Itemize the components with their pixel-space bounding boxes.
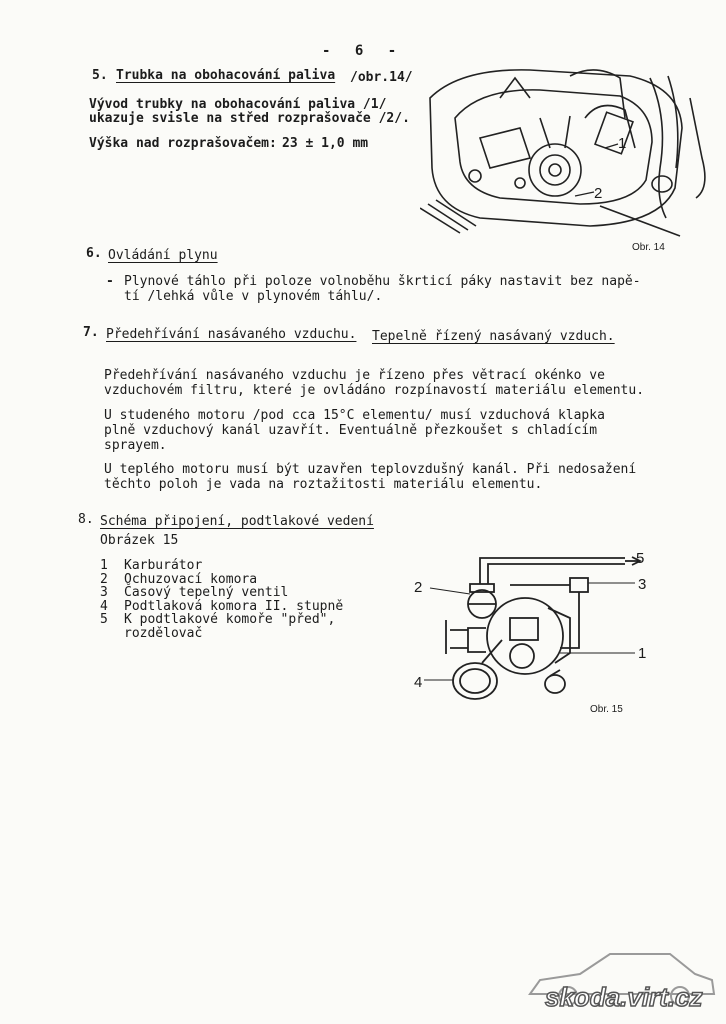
- figure15-label-4: 4: [414, 674, 423, 691]
- section7-p2-line3: sprayem.: [104, 438, 167, 453]
- section6-line2: tí /lehká vůle v plynovém táhlu/.: [124, 289, 383, 304]
- section5-line2: ukazuje svisle na střed rozprašovače /2/.: [89, 111, 410, 126]
- figure14-label-1: 1: [618, 135, 627, 152]
- section6-number: 6.: [86, 246, 102, 261]
- section5-height-label: Výška nad rozprašovačem:: [89, 136, 277, 151]
- legend-item: 3 Časový tepelný ventil: [100, 585, 289, 600]
- section7-p2-line2: plně vzduchový kanál uzavřít. Eventuálně přezkoušet s chladícím: [104, 423, 598, 438]
- section5-line1: Vývod trubky na obohacování paliva /1/: [89, 97, 387, 112]
- section7-p3-line2: těchto poloh je vada na roztažitosti materiálu elementu.: [104, 477, 543, 492]
- figure15-label-1: 1: [638, 645, 647, 662]
- section7-p1-line2: vzduchovém filtru, které je ovládáno rozpínavostí materiálu elementu.: [104, 383, 645, 398]
- watermark: skoda.virt.cz: [545, 982, 703, 1012]
- figure15-label-3: 3: [638, 576, 647, 593]
- figure14-caption: Obr. 14: [632, 242, 665, 253]
- section5-height-value: 23 ± 1,0 mm: [282, 136, 369, 151]
- legend-item: 2 Ochuzovací komora: [100, 571, 258, 587]
- section7-number: 7.: [83, 325, 99, 340]
- figure15-label-2: 2: [414, 579, 423, 596]
- figure15-caption: Obr. 15: [590, 704, 623, 715]
- legend-item: 1 Karburátor: [100, 558, 203, 573]
- section7-title-a: Předehřívání nasávaného vzduchu.: [106, 327, 357, 342]
- figure14-label-2: 2: [594, 185, 603, 202]
- section8-legend: [100, 558, 343, 639]
- legend-item: 4 Podtlaková komora II. stupně: [100, 598, 344, 614]
- section6-title: Ovládání plynu: [108, 248, 218, 263]
- section7-p2-line1: U studeného motoru /pod cca 15°C elementu/ musí vzduchová klapka: [104, 408, 605, 423]
- figure15-label-5: 5: [636, 550, 645, 567]
- section5-ref: /obr.14/: [350, 70, 413, 85]
- section7-title-b: Tepelně řízený nasávaný vzduch.: [372, 329, 615, 344]
- page-number: - 6 -: [322, 43, 405, 59]
- section8-title: Schéma připojení, podtlakové vedení: [100, 514, 374, 529]
- figure15-drawing: [410, 548, 660, 708]
- legend-item: 5 K podtlakové komoře "před",: [100, 612, 336, 627]
- legend-item: rozdělovač: [124, 625, 203, 641]
- section7-p3-line1: U teplého motoru musí být uzavřen teplovzdušný kanál. Při nedosažení: [104, 462, 637, 477]
- section7-p1-line1: Předehřívání nasávaného vzduchu je řízeno přes větrací okénko ve: [104, 368, 605, 383]
- section5-number: 5.: [92, 68, 108, 83]
- section5-title: Trubka na obohacování paliva: [116, 68, 336, 83]
- section8-subtitle: Obrázek 15: [100, 533, 179, 548]
- section6-bullet: -: [106, 274, 114, 289]
- section8-number: 8.: [78, 512, 94, 527]
- figure14-drawing: [420, 58, 720, 238]
- section6-line1: Plynové táhlo při poloze volnoběhu škrticí páky nastavit bez napě-: [124, 274, 641, 289]
